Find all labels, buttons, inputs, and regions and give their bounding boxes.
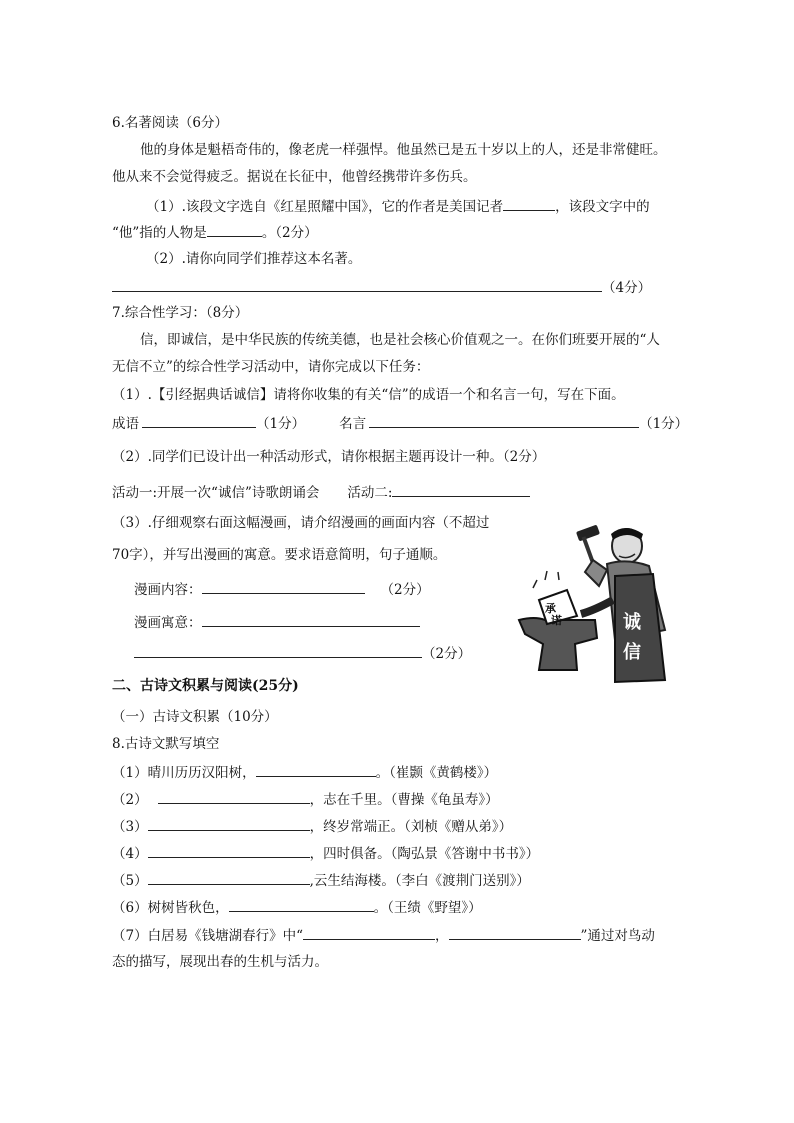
section2-sub1: （一）古诗文积累（10分） bbox=[112, 709, 278, 725]
meaning-score: （2分） bbox=[422, 646, 472, 662]
q8-item-7-pre: （7）白居易《钱塘湖春行》中“ bbox=[112, 928, 303, 944]
q8-item-2 bbox=[112, 789, 499, 809]
author-answer-blank[interactable] bbox=[503, 196, 555, 211]
q6-title: 6.名著阅读（6分） bbox=[112, 115, 228, 131]
recommend-answer-blank[interactable] bbox=[112, 277, 602, 292]
section2-title: 二、古诗文积累与阅读(25分) bbox=[112, 678, 299, 694]
q7-task3-line1: （3）.仔细观察右面这幅漫画，请介绍漫画的画面内容（不超过 bbox=[112, 515, 490, 531]
q8-item-6-pre: （6）树树皆秋色， bbox=[112, 900, 229, 916]
q6-paragraph-line1: 他的身体是魁梧奇伟的，像老虎一样强悍。他虽然已是五十岁以上的人，还是非常健旺。 bbox=[140, 142, 667, 158]
activity1-text: 活动一:开展一次“诚信”诗歌朗诵会 bbox=[112, 485, 320, 501]
svg-text:信: 信 bbox=[623, 642, 641, 663]
q8-item-4-post: ，四时俱备。（陶弘景《答谢中书书》） bbox=[309, 846, 540, 862]
idiom-answer-blank[interactable] bbox=[142, 413, 256, 428]
q7-intro-line1: 信，即诚信，是中华民族的传统美德，也是社会核心价值观之一。在你们班要开展的“人 bbox=[140, 332, 660, 348]
q8-item-3 bbox=[112, 816, 512, 836]
q8-item-7-sep: ， bbox=[435, 928, 449, 944]
q8-item-7-blank-2[interactable] bbox=[449, 925, 581, 940]
q6-sub2-answer bbox=[112, 277, 651, 297]
q7-task3-line2: 70字），并写出漫画的寓意。要求语意简明，句子通顺。 bbox=[112, 547, 447, 563]
meaning-answer-blank[interactable] bbox=[202, 612, 420, 627]
q8-item-2-post: ，志在千里。（曹操《龟虽寿》） bbox=[309, 792, 499, 808]
q8-item-2-pre: （2） bbox=[112, 792, 148, 808]
q8-title: 8.古诗文默写填空 bbox=[112, 736, 220, 752]
q8-item-7-blank-1[interactable] bbox=[303, 925, 435, 940]
q6-sub1-text2: ，该段文字中的 bbox=[555, 199, 650, 215]
q8-item-1-blank[interactable] bbox=[256, 762, 376, 777]
q7-task2-answer bbox=[112, 482, 530, 502]
activity2-answer-blank[interactable] bbox=[392, 482, 530, 497]
q8-item-5-pre: （5） bbox=[112, 873, 148, 889]
q8-item-3-pre: （3） bbox=[112, 819, 148, 835]
q6-sub1 bbox=[146, 196, 650, 216]
q8-item-5 bbox=[112, 870, 530, 890]
q7-task1: （1）.【引经据典话诚信】请将你收集的有关“信”的成语一个和名言一句，写在下面。 bbox=[112, 387, 625, 403]
q6-paragraph-line2: 他从来不会觉得疲乏。据说在长征中，他曾经携带许多伤兵。 bbox=[112, 169, 477, 185]
q8-item-3-post: ，终岁常端正。（刘桢《赠从弟》） bbox=[309, 819, 513, 835]
content-label: 漫画内容： bbox=[134, 582, 202, 598]
person-answer-blank[interactable] bbox=[207, 222, 262, 237]
activity2-label: 活动二: bbox=[347, 485, 393, 501]
q8-item-1-pre: （1）晴川历历汉阳树， bbox=[112, 765, 256, 781]
quote-label: 名言 bbox=[339, 416, 367, 432]
q8-item-3-blank[interactable] bbox=[148, 816, 310, 831]
q6-sub2-score: （4分） bbox=[602, 280, 652, 296]
q8-item-5-blank[interactable] bbox=[148, 870, 310, 885]
q7-meaning-row2 bbox=[134, 643, 471, 663]
cartoon-text-right: 诚 bbox=[623, 612, 641, 633]
q8-item-5-post: ,云生结海楼。（李白《渡荆门送别》） bbox=[309, 873, 530, 889]
q7-task2: （2）.同学们已设计出一种活动形式，请你根据主题再设计一种。（2分） bbox=[112, 449, 546, 465]
q7-title: 7.综合性学习：（8分） bbox=[112, 305, 249, 321]
cartoon-text-left: 承 bbox=[545, 602, 556, 615]
q8-item-4-pre: （4） bbox=[112, 846, 148, 862]
quote-answer-blank[interactable] bbox=[369, 413, 639, 428]
q6-sub1-text3: “他”指的人物是 bbox=[112, 225, 207, 241]
q6-sub2: （2）.请你向同学们推荐这本名著。 bbox=[146, 251, 362, 267]
integrity-cartoon bbox=[515, 520, 677, 685]
q8-item-1-post: 。（崔颢《黄鹤楼》） bbox=[375, 765, 498, 781]
svg-text:诺: 诺 bbox=[551, 614, 562, 627]
q8-item-7-cont: 态的描写，展现出春的生机与活力。 bbox=[112, 954, 328, 970]
q8-item-4 bbox=[112, 843, 539, 863]
q8-item-1 bbox=[112, 762, 497, 782]
q7-meaning-row bbox=[134, 612, 420, 632]
q8-item-6-post: 。（王绩《野望》） bbox=[373, 900, 482, 916]
meaning-answer-blank-2[interactable] bbox=[134, 643, 422, 658]
q6-sub1-score: 。（2分） bbox=[261, 225, 318, 241]
quote-score: （1分） bbox=[639, 416, 689, 432]
q8-item-7 bbox=[112, 925, 655, 945]
idiom-label: 成语 bbox=[112, 416, 139, 432]
q8-item-2-blank[interactable] bbox=[158, 789, 310, 804]
idiom-score: （1分） bbox=[256, 416, 306, 432]
q6-sub1-text: （1）.该段文字选自《红星照耀中国》，它的作者是美国记者 bbox=[146, 199, 504, 215]
content-score: （2分） bbox=[380, 582, 430, 598]
blacksmith-cartoon-icon bbox=[515, 520, 677, 685]
q8-item-6 bbox=[112, 897, 482, 917]
q8-item-4-blank[interactable] bbox=[148, 843, 310, 858]
meaning-label: 漫画寓意： bbox=[134, 615, 202, 631]
content-answer-blank[interactable] bbox=[202, 579, 365, 594]
q8-item-6-blank[interactable] bbox=[229, 897, 374, 912]
q7-intro-line2: 无信不立”的综合性学习活动中，请你完成以下任务： bbox=[112, 359, 430, 375]
q8-item-7-post: ”通过对鸟动 bbox=[580, 928, 655, 944]
q7-content-row bbox=[134, 579, 430, 599]
q6-sub1-cont bbox=[112, 222, 318, 242]
q7-task1-answers bbox=[112, 413, 688, 433]
